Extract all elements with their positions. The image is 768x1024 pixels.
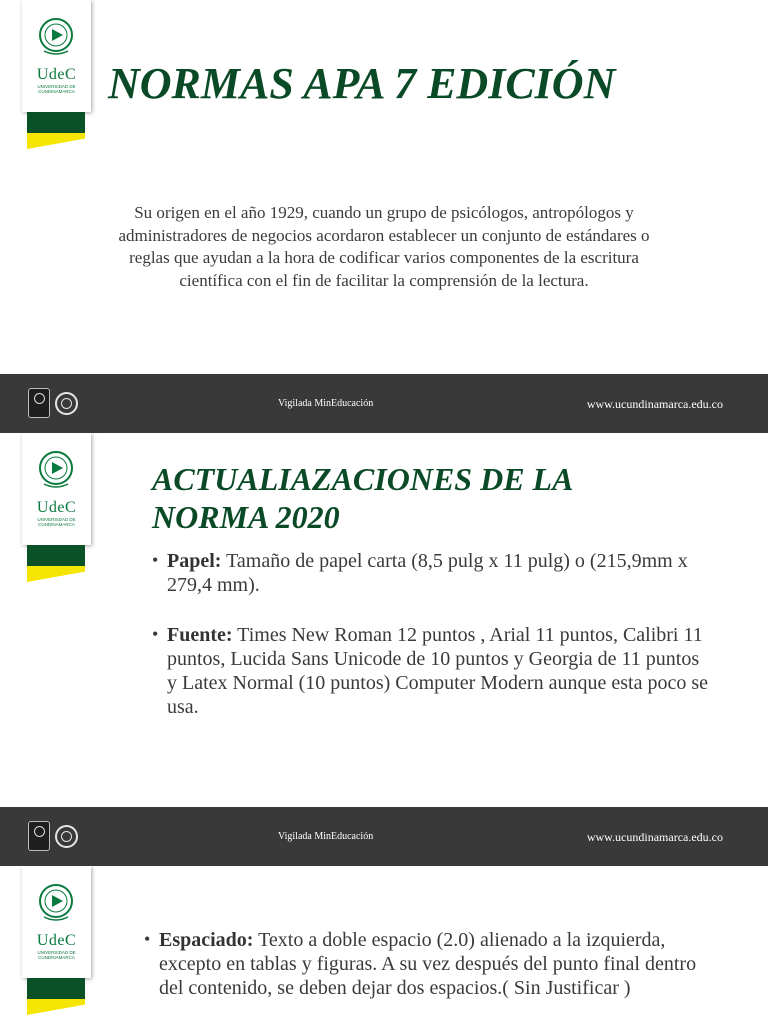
vigilada-text: Vigilada MinEducación [278,831,374,842]
logo-green-bar [27,978,85,999]
udec-logo [22,433,91,545]
website-link[interactable]: www.ucundinamarca.edu.co [586,830,723,844]
vigilada-text: Vigilada MinEducación [278,398,374,409]
udec-logo [22,866,91,978]
slide-body-text: Su origen en el año 1929, cuando un grupo de psicólogos, antropólogos y administradores de negocios acordaron establecer un conjunto de estándares o reglas que ayudan a la hora de codificar varios componentes de la escritura científica con el fin de facilitar la comprensión de la lectura. [118,203,650,290]
logo-yellow-bar [27,133,85,149]
university-seal-icon [38,883,74,923]
logo-brand: UdeC [36,499,77,516]
slide-3 [0,866,768,1024]
university-seal-icon [38,450,74,490]
logo-green-bar [27,545,85,566]
certification-badge-icon [28,388,50,418]
logo-yellow-bar [27,999,85,1015]
slide-footer [0,374,768,433]
slide-title: NORMAS APA 7 EDICIÓN [108,59,616,108]
slide-title: ACTUALIAZACIONES DE LA NORMA 2020 [152,461,574,535]
bullet-list [144,928,724,1024]
list-item: • Papel: Tamaño de papel carta (8,5 pulg x 11 pulg) o (215,9mm x 279,4 mm). [152,549,712,597]
logo-subtitle: UNIVERSIDAD DE CUNDINAMARCA [37,84,76,94]
slide-2 [0,433,768,807]
website-link[interactable]: www.ucundinamarca.edu.co [586,397,723,411]
university-seal-icon [38,17,74,57]
logo-subtitle: UNIVERSIDAD DE CUNDINAMARCA [37,950,76,960]
udec-logo [22,0,91,112]
logo-yellow-bar [27,566,85,582]
list-item: • Espaciado: Texto a doble espacio (2.0) alienado a la izquierda, excepto en tablas y figuras. A su vez después del punto final dentro del contenido, se deben dejar dos espacios.( Sin Justificar ) [144,928,724,1000]
logo-brand: UdeC [36,66,77,83]
logo-subtitle: UNIVERSIDAD DE CUNDINAMARCA [37,517,76,527]
slide-footer [0,807,768,866]
bullet-list [152,549,712,745]
list-item: • Fuente: Times New Roman 12 puntos , Arial 11 puntos, Calibri 11 puntos, Lucida Sans Unicode de 10 puntos y Georgia de 11 puntos y Latex Normal (10 puntos) Computer Modern aunque esta poco se usa. [152,623,712,719]
logo-brand: UdeC [36,932,77,949]
logo-green-bar [27,112,85,133]
slide-1 [0,0,768,374]
certification-badge-icon [28,821,50,851]
accreditation-seal-icon [55,825,78,848]
accreditation-seal-icon [55,392,78,415]
